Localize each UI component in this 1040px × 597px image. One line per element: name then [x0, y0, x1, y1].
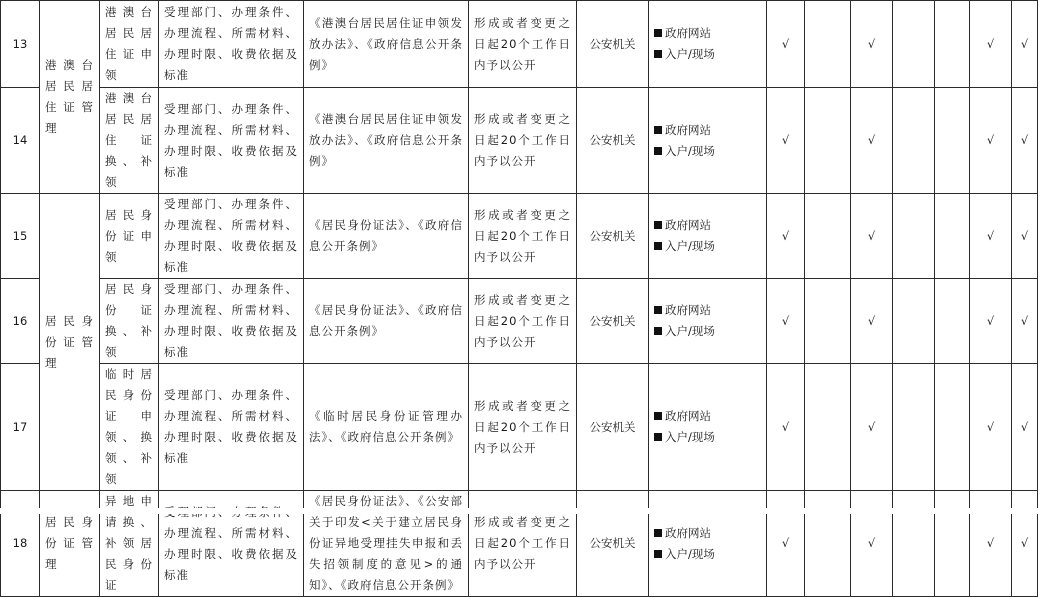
- check-cell: [935, 1, 970, 88]
- check-mark: √: [970, 194, 1012, 279]
- page-bottom-margin: [0, 508, 1040, 514]
- square-bullet-icon: [654, 221, 662, 229]
- disclosure-subject: 公安机关: [577, 279, 649, 364]
- check-mark: √: [970, 88, 1012, 194]
- item-name: 港澳台居民居住证换、补领: [100, 88, 159, 194]
- item-name: 居民身份证换、补领: [100, 279, 159, 364]
- disclosure-time: 形成或者变更之日起20个工作日内予以公开: [469, 364, 577, 491]
- item-name: 居民身份证申领: [100, 194, 159, 279]
- item-name: 港澳台居民居住证申领: [100, 1, 159, 88]
- check-mark: √: [767, 279, 805, 364]
- disclosure-content: 办理流程、所需材料、办理时限、收费依据及标准: [159, 491, 304, 597]
- square-bullet-icon: [654, 412, 662, 420]
- table-row: [1, 491, 1038, 597]
- legal-basis: 《港澳台居民居住证申领发放办法》、《政府信息公开条例》: [304, 88, 469, 194]
- check-mark: √: [851, 491, 893, 597]
- channel-item: 入户/现场: [654, 236, 761, 257]
- disclosure-content: 受理部门、办理条件、办理流程、所需材料、办理时限、收费依据及标准: [159, 364, 304, 491]
- check-mark: √: [1012, 1, 1038, 88]
- table-row: [1, 364, 1038, 491]
- disclosure-content: 受理部门、办理条件、办理流程、所需材料、办理时限、收费依据及标准: [159, 88, 304, 194]
- row-number: 18: [1, 491, 40, 597]
- disclosure-time: 形成或者变更之日起20个工作日内予以公开: [469, 194, 577, 279]
- check-mark: √: [1012, 491, 1038, 597]
- channel-item: 政府网站: [654, 300, 761, 321]
- disclosure-time: 形成或者变更之日起20个工作日内予以公开: [469, 279, 577, 364]
- disclosure-content: 受理部门、办理条件、办理流程、所需材料、办理时限、收费依据及标准: [159, 279, 304, 364]
- channel-item: 政府网站: [654, 523, 761, 544]
- channel-item: 入户/现场: [654, 321, 761, 342]
- check-mark: √: [970, 279, 1012, 364]
- check-mark: √: [767, 491, 805, 597]
- square-bullet-icon: [654, 550, 662, 558]
- check-cell: [893, 194, 935, 279]
- check-cell: [935, 364, 970, 491]
- disclosure-channels: [649, 194, 767, 279]
- table-row: [1, 88, 1038, 194]
- legal-basis: 《港澳台居民居住证申领发放办法》、《政府信息公开条例》: [304, 1, 469, 88]
- check-cell: [805, 1, 851, 88]
- channel-item: 入户/现场: [654, 141, 761, 162]
- group-cell-id-a: 居民身份证管理: [40, 194, 100, 491]
- legal-basis: 《居民身份证法》、《政府信息公开条例》: [304, 279, 469, 364]
- check-cell: [893, 491, 935, 597]
- check-cell: [893, 364, 935, 491]
- check-mark: √: [851, 1, 893, 88]
- disclosure-channels: [649, 1, 767, 88]
- check-cell: [805, 279, 851, 364]
- check-mark: √: [851, 194, 893, 279]
- table-row: [1, 194, 1038, 279]
- group-cell-hmt: 港澳台居民居住证管理: [40, 1, 100, 194]
- check-cell: [805, 194, 851, 279]
- disclosure-channels: [649, 364, 767, 491]
- disclosure-subject: 公安机关: [577, 491, 649, 597]
- disclosure-subject: 公安机关: [577, 88, 649, 194]
- check-mark: √: [851, 88, 893, 194]
- row-number: 17: [1, 364, 40, 491]
- square-bullet-icon: [654, 306, 662, 314]
- row-number: 15: [1, 194, 40, 279]
- check-cell: [893, 279, 935, 364]
- square-bullet-icon: [654, 29, 662, 37]
- disclosure-channels: [649, 88, 767, 194]
- row-number: 13: [1, 1, 40, 88]
- disclosure-channels: [649, 491, 767, 597]
- disclosure-content: 受理部门、办理条件、办理流程、所需材料、办理时限、收费依据及标准: [159, 1, 304, 88]
- square-bullet-icon: [654, 126, 662, 134]
- check-mark: √: [767, 194, 805, 279]
- disclosure-channels: [649, 279, 767, 364]
- channel-item: 入户/现场: [654, 544, 761, 565]
- check-mark: √: [767, 1, 805, 88]
- check-cell: [935, 279, 970, 364]
- square-bullet-icon: [654, 147, 662, 155]
- check-mark: √: [1012, 364, 1038, 491]
- square-bullet-icon: [654, 242, 662, 250]
- check-cell: [935, 88, 970, 194]
- channel-item: 政府网站: [654, 120, 761, 141]
- disclosure-subject: 公安机关: [577, 194, 649, 279]
- check-mark: √: [970, 1, 1012, 88]
- legal-basis: 《临时居民身份证管理办法》、《政府信息公开条例》: [304, 364, 469, 491]
- disclosure-content: 受理部门、办理条件、办理流程、所需材料、办理时限、收费依据及标准: [159, 194, 304, 279]
- check-cell: [935, 491, 970, 597]
- check-mark: √: [767, 88, 805, 194]
- check-cell: [935, 194, 970, 279]
- row-number: 16: [1, 279, 40, 364]
- channel-item: 政府网站: [654, 23, 761, 44]
- disclosure-time: 形成或者变更之日起20个工作日内予以公开: [469, 491, 577, 597]
- channel-item: 政府网站: [654, 406, 761, 427]
- table-row: [1, 279, 1038, 364]
- disclosure-subject: 公安机关: [577, 1, 649, 88]
- check-mark: √: [1012, 194, 1038, 279]
- disclosure-subject: 公安机关: [577, 364, 649, 491]
- channel-item: 入户/现场: [654, 427, 761, 448]
- channel-item: 政府网站: [654, 215, 761, 236]
- item-name: 异地申请换、补领居民身份证: [100, 491, 159, 597]
- legal-basis: 《居民身份证法》、《公安部关于印发<关于建立居民身份证异地受理挂失申报和丢失招领制度的意见>的通知》、《政府信息公开条例》: [304, 491, 469, 597]
- group-cell-id-b: 居民身份证管理: [40, 491, 100, 597]
- check-mark: √: [767, 364, 805, 491]
- item-name: 临时居民身份证申领、换领、补领: [100, 364, 159, 491]
- disclosure-time: 形成或者变更之日起20个工作日内予以公开: [469, 88, 577, 194]
- check-mark: √: [851, 364, 893, 491]
- square-bullet-icon: [654, 50, 662, 58]
- channel-item: 入户/现场: [654, 44, 761, 65]
- square-bullet-icon: [654, 433, 662, 441]
- row-number: 14: [1, 88, 40, 194]
- check-mark: √: [1012, 88, 1038, 194]
- check-cell: [893, 1, 935, 88]
- check-mark: √: [970, 491, 1012, 597]
- check-mark: √: [970, 364, 1012, 491]
- square-bullet-icon: [654, 529, 662, 537]
- legal-basis: 《居民身份证法》、《政府信息公开条例》: [304, 194, 469, 279]
- check-mark: √: [851, 279, 893, 364]
- check-cell: [805, 364, 851, 491]
- check-cell: [893, 88, 935, 194]
- disclosure-time: 形成或者变更之日起20个工作日内予以公开: [469, 1, 577, 88]
- table-row: [1, 1, 1038, 88]
- check-cell: [805, 88, 851, 194]
- square-bullet-icon: [654, 327, 662, 335]
- check-cell: [805, 491, 851, 597]
- check-mark: √: [1012, 279, 1038, 364]
